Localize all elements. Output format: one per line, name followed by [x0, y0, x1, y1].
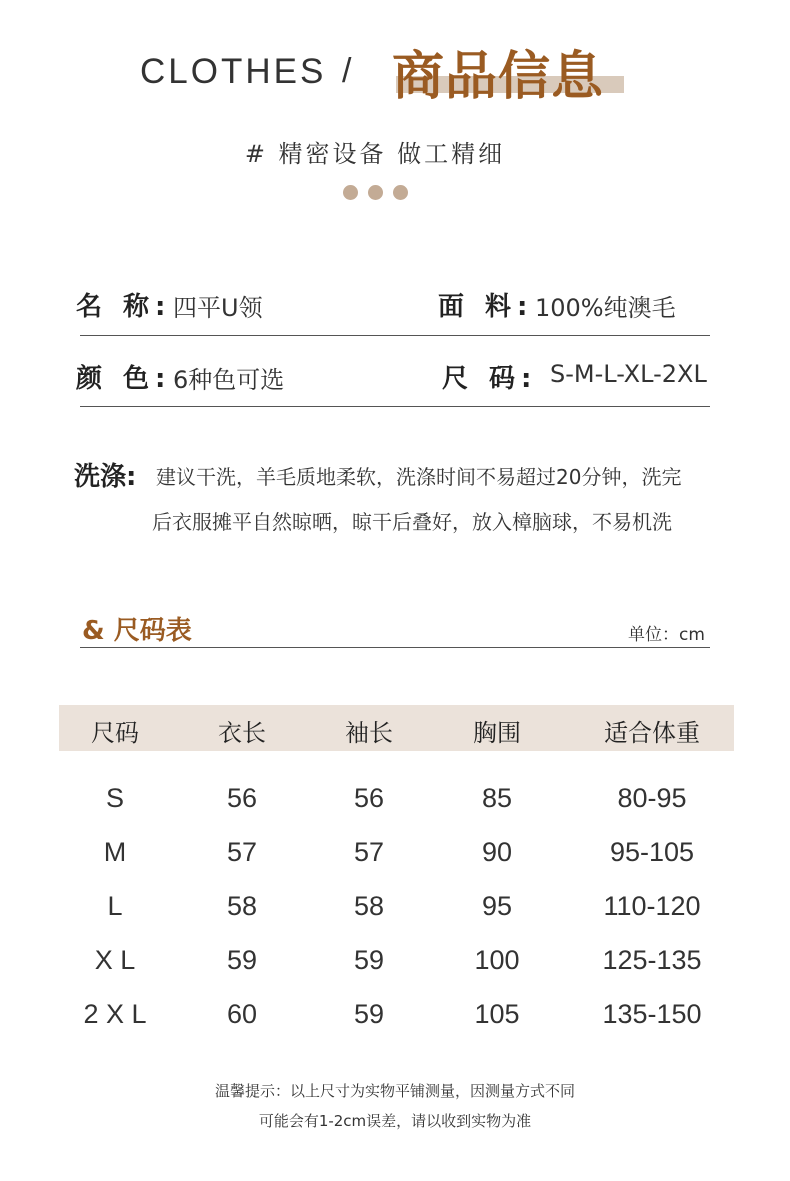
- cell-chest: 90: [481, 837, 513, 867]
- cell-size: M: [103, 837, 127, 867]
- material-label: 面 料:: [438, 292, 534, 322]
- column-header-size: 尺码: [91, 719, 139, 747]
- material-value: 100%纯澳毛: [535, 294, 676, 322]
- wash-text-line2: 后衣服摊平自然晾晒，晾干后叠好，放入樟脑球，不易机洗: [152, 510, 672, 534]
- size-chart-title: & 尺码表: [82, 616, 192, 646]
- cell-sleeve: 56: [353, 783, 385, 813]
- cell-length: 58: [226, 891, 258, 921]
- cell-weight: 125-135: [602, 945, 702, 975]
- decorative-dots: [343, 185, 408, 200]
- cell-chest: 95: [481, 891, 513, 921]
- dot-icon: [393, 185, 408, 200]
- tagline: # 精密设备 做工精细: [244, 140, 506, 168]
- cell-sleeve: 59: [353, 945, 385, 975]
- title-english: CLOTHES: [140, 52, 327, 91]
- color-label: 颜 色:: [76, 364, 172, 394]
- cell-chest: 85: [481, 783, 513, 813]
- column-header-sleeve: 袖长: [345, 719, 393, 747]
- cell-size: X L: [94, 945, 136, 975]
- cell-weight: 95-105: [609, 837, 695, 867]
- cell-weight: 110-120: [603, 891, 701, 921]
- title-slash: /: [342, 52, 352, 90]
- cell-length: 59: [226, 945, 258, 975]
- cell-sleeve: 57: [353, 837, 385, 867]
- cell-size: S: [105, 783, 125, 813]
- size-value: S-M-L-XL-2XL: [550, 360, 707, 388]
- cell-length: 57: [226, 837, 258, 867]
- wash-label: 洗涤:: [74, 462, 137, 492]
- color-value: 6种色可选: [173, 366, 285, 394]
- cell-length: 56: [226, 783, 258, 813]
- unit-label: 单位：cm: [628, 625, 705, 645]
- cell-length: 60: [226, 999, 258, 1029]
- divider: [80, 335, 710, 336]
- name-label: 名 称:: [76, 292, 172, 322]
- dot-icon: [368, 185, 383, 200]
- name-value: 四平U领: [173, 294, 263, 322]
- cell-size: 2 X L: [83, 999, 147, 1029]
- cell-chest: 105: [474, 999, 520, 1029]
- title-chinese: 商品信息: [392, 46, 605, 107]
- cell-weight: 135-150: [602, 999, 702, 1029]
- footnote-line1: 温馨提示：以上尺寸为实物平铺测量，因测量方式不同: [214, 1082, 575, 1100]
- cell-sleeve: 58: [353, 891, 385, 921]
- cell-size: L: [107, 891, 123, 921]
- divider: [80, 406, 710, 407]
- column-header-chest: 胸围: [473, 719, 521, 747]
- column-header-weight: 适合体重: [604, 719, 700, 747]
- size-label: 尺 码:: [442, 364, 538, 394]
- footnote-line2: 可能会有1-2cm误差，请以收到实物为准: [258, 1112, 532, 1130]
- wash-text-line1: 建议干洗，羊毛质地柔软，洗涤时间不易超过20分钟，洗完: [156, 465, 682, 489]
- cell-sleeve: 59: [353, 999, 385, 1029]
- cell-chest: 100: [474, 945, 520, 975]
- divider: [80, 647, 710, 648]
- cell-weight: 80-95: [617, 783, 687, 813]
- column-header-length: 衣长: [218, 719, 266, 747]
- dot-icon: [343, 185, 358, 200]
